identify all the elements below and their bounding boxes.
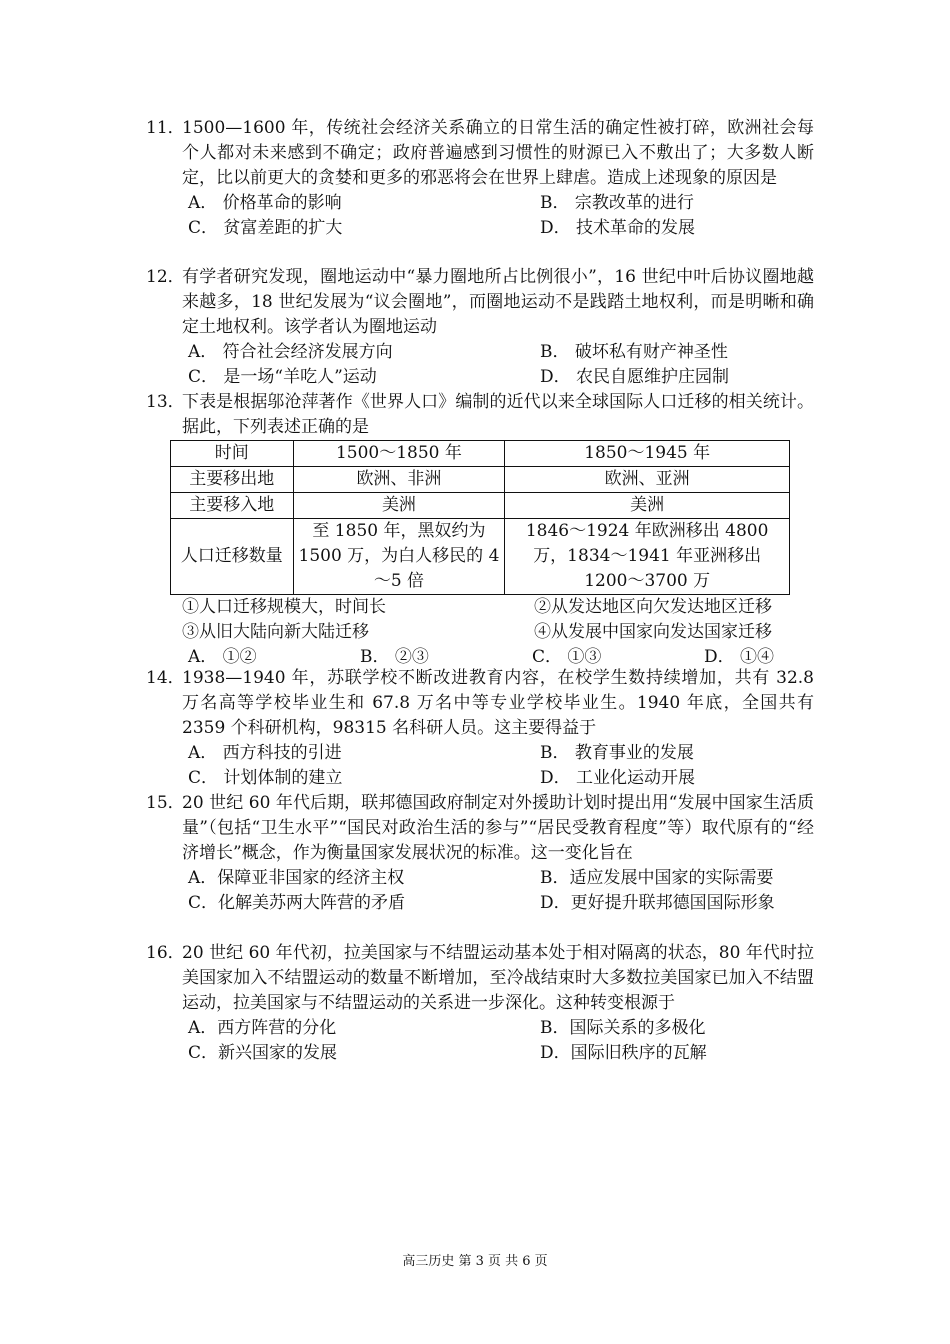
table-cell: 美洲 [293,493,505,519]
question-number: 16． [146,943,185,963]
option-d: D． 工业化运动开展 [540,768,696,788]
option-c: C．化解美苏两大阵营的矛盾 [188,893,406,913]
statement-2: ②从发达地区向欠发达地区迁移 [534,597,772,617]
migration-table [170,440,790,595]
option-b: B． 教育事业的发展 [540,743,694,763]
option-d: D．更好提升联邦德国国际形象 [540,893,775,913]
question-number: 11． [146,118,185,138]
page-footer: 高三历史 第 3 页 共 6 页 [402,1254,548,1269]
option-c: C． 是一场“羊吃人”运动 [188,367,377,387]
option-a: A． 价格革命的影响 [188,193,342,213]
statement-3: ③从旧大陆向新大陆迁移 [182,622,369,642]
table-header-cell: 1500～1850 年 [293,441,505,467]
option-c: C．新兴国家的发展 [188,1043,338,1063]
option-d: D． ①④ [704,647,775,667]
table-cell: 美洲 [505,493,790,519]
option-a: A．西方阵营的分化 [188,1018,337,1038]
question-stem: 有学者研究发现，圈地运动中“暴力圈地所占比例很小”，16 世纪中叶后协议圈地越来越多，18 世纪发展为“议会圈地”，而圈地运动不是践踏土地权利，而是明晰和确定土地权利。该学者认为圈地运动 [182,267,814,337]
option-b: B． ②③ [360,647,429,667]
table-cell: 人口迁移数量 [171,519,294,595]
option-a: A． 西方科技的引进 [188,743,342,763]
table-cell: 主要移出地 [171,467,294,493]
question-13 [146,390,814,670]
options [188,866,814,916]
question-number: 15． [146,793,185,813]
table-cell: 欧洲、亚洲 [505,467,790,493]
options [188,340,814,390]
question-stem: 20 世纪 60 年代后期，联邦德国政府制定对外援助计划时提出用“发展中国家生活质量”（包括“卫生水平”“国民对政治生活的参与”“居民受教育程度”等）取代原有的“经济增长”概念，作为衡量国家发展状况的标准。这一变化旨在 [182,793,814,863]
table-header-cell: 1850～1945 年 [505,441,790,467]
options [188,741,814,791]
question-stem: 下表是根据邬沧萍著作《世界人口》编制的近代以来全球国际人口迁移的相关统计。据此，下列表述正确的是 [182,392,814,437]
option-a: A．保障亚非国家的经济主权 [188,868,405,888]
question-16 [146,941,814,1066]
table-row [171,467,790,493]
question-number: 12． [146,267,185,287]
option-d: D． 农民自愿维护庄园制 [540,367,730,387]
option-a: A． ①② [188,647,257,667]
option-b: B． 破坏私有财产神圣性 [540,342,728,362]
table-header-cell: 时间 [171,441,294,467]
option-b: B． 宗教改革的进行 [540,193,694,213]
question-12 [146,265,814,390]
options [188,1016,814,1066]
table-cell: 主要移入地 [171,493,294,519]
question-11 [146,116,814,241]
table-row [171,493,790,519]
option-b: B．适应发展中国家的实际需要 [540,868,774,888]
question-stem: 20 世纪 60 年代初，拉美国家与不结盟运动基本处于相对隔离的状态，80 年代时拉美国家加入不结盟运动的数量不断增加，至冷战结束时大多数拉美国家已加入不结盟运动，拉美国家与不结盟运动的关系进一步深化。这种转变根源于 [182,943,814,1013]
statement-1: ①人口迁移规模大，时间长 [182,597,386,617]
question-15 [146,791,814,916]
question-number: 14． [146,668,185,688]
table-cell: 1846～1924 年欧洲移出 4800 万，1834～1941 年亚洲移出 1200～3700 万 [505,519,790,595]
options [188,191,814,241]
table-row [171,519,790,595]
question-14 [146,666,814,791]
option-c: C． 计划体制的建立 [188,768,343,788]
statement-4: ④从发展中国家向发达国家迁移 [534,622,772,642]
question-number: 13． [146,392,185,412]
question-stem: 1938—1940 年，苏联学校不断改进教育内容，在校学生数持续增加，共有 32.8 万名高等学校毕业生和 67.8 万名中等专业学校毕业生。1940 年底，全国共有 2359 个科研机构，98315 名科研人员。这主要得益于 [182,668,814,738]
option-d: D． 技术革命的发展 [540,218,696,238]
option-a: A． 符合社会经济发展方向 [188,342,393,362]
table-row [171,441,790,467]
question-stem: 1500—1600 年，传统社会经济关系确立的日常生活的确定性被打碎，欧洲社会每个人都对未来感到不确定；政府普遍感到习惯性的财源已入不敷出了；大多数人断定，比以前更大的贪婪和更多的邪恶将会在世界上肆虐。造成上述现象的原因是 [182,118,814,188]
table-cell: 欧洲、非洲 [293,467,505,493]
option-c: C． ①③ [532,647,602,667]
table-cell: 至 1850 年，黑奴约为 1500 万，为白人移民的 4～5 倍 [293,519,505,595]
option-b: B．国际关系的多极化 [540,1018,706,1038]
statement-items [182,595,814,645]
option-d: D．国际旧秩序的瓦解 [540,1043,707,1063]
option-c: C． 贫富差距的扩大 [188,218,343,238]
